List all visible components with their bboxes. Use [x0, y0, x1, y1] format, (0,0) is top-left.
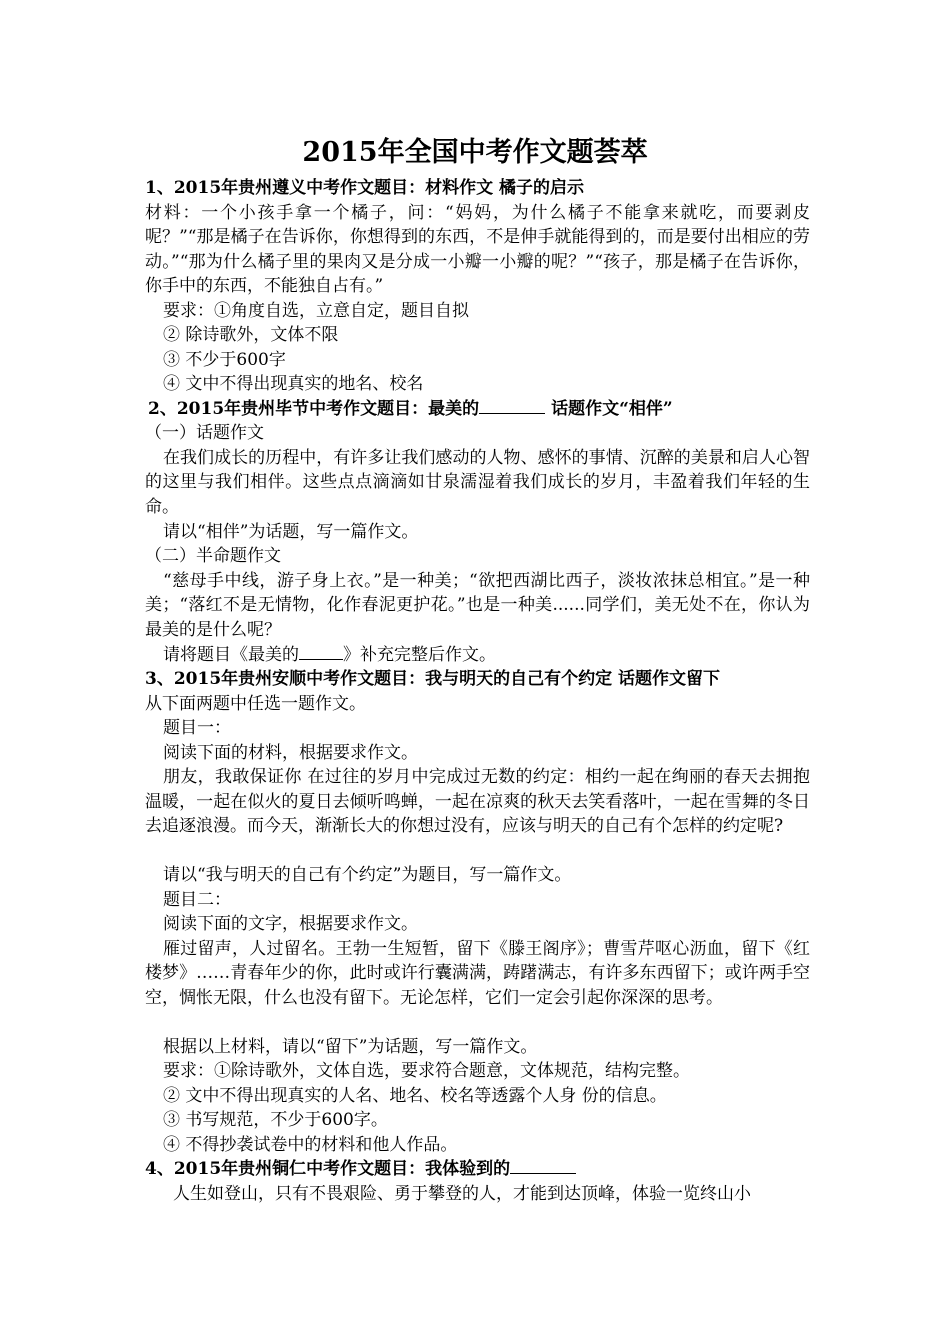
section-1-heading: 1、2015年贵州遵义中考作文题目：材料作文 橘子的启示 [145, 178, 585, 198]
section-2-paragraph-4-end: 》补充完整后作文。 [343, 644, 496, 665]
section-3-topic-2-label: 题目二： [163, 889, 231, 910]
section-2-paragraph-2: 请以“相伴”为话题，写一篇作文。 [163, 521, 419, 542]
section-2-heading [145, 397, 810, 422]
section-3-heading: 3、2015年贵州安顺中考作文题目：我与明天的自己有个约定 话题作文留下 [145, 669, 721, 689]
blank-line [510, 1157, 576, 1174]
section-3-intro: 从下面两题中任选一题作文。 [145, 693, 366, 714]
section-1-requirement-1: 要求：①角度自选，立意自定，题目自拟 [163, 300, 469, 321]
blank-line [479, 397, 545, 414]
section-1-requirement-2: ② 除诗歌外，文体不限 [163, 325, 339, 345]
section-3-topic-1-material: 朋友，我敢保证你 在过往的岁月中完成过无数的约定：相约一起在绚丽的春天去拥抱温暖，一起在似火的夏日去倾听鸣蝉，一起在凉爽的秋天去笑看落叶，一起在雪舞的冬日去追逐浪漫。而今天，渐渐长大的你想过没有，应该与明天的自己有个怎样的约定呢? [145, 767, 810, 836]
section-4-paragraph: 人生如登山，只有不畏艰险、勇于攀登的人，才能到达顶峰，体验一览终山小 [173, 1183, 751, 1204]
section-3-requirement-2: ② 文中不得出现真实的人名、地名、校名等透露个人身 份的信息。 [163, 1085, 667, 1106]
blank-line [299, 643, 343, 660]
section-3-topic-1-instruction: 阅读下面的材料，根据要求作文。 [163, 742, 418, 763]
section-2-part-2-label: （二）半命题作文 [145, 546, 281, 566]
section-2-paragraph-4 [145, 643, 810, 668]
section-2-paragraph-3: “慈母手中线，游子身上衣。”是一种美；“欲把西湖比西子，淡妆浓抹总相宜。”是一种美；“落红不是无情物，化作春泥更护花。”也是一种美......同学们，美无处不在，你认为最美的是什么呢？ [145, 570, 810, 640]
section-3-topic-2-task: 根据以上材料，请以“留下”为话题，写一篇作文。 [163, 1036, 538, 1057]
section-4-heading [145, 1157, 810, 1182]
section-3-topic-1-label: 题目一： [163, 718, 231, 738]
section-2-paragraph-4-start: 请将题目《最美的 [163, 644, 299, 665]
page-title: 2015年全国中考作文题荟萃 [302, 137, 648, 168]
section-3-topic-2-material: 雁过留声，人过留名。王勃一生短暂，留下《滕王阁序》；曹雪芹呕心沥血，留下《红楼梦》……青春年少的你，此时或许行囊满满，踌躇满志，有许多东西留下；或许两手空空，惆怅无限，什么也没有留下。无论怎样，它们一定会引起你深深的思考。 [145, 938, 810, 1008]
section-3-topic-1-task: 请以“我与明天的自己有个约定”为题目，写一篇作文。 [163, 865, 572, 885]
section-3-requirement-4: ④ 不得抄袭试卷中的材料和他人作品。 [163, 1134, 458, 1155]
section-2-paragraph-1: 在我们成长的历程中，有许多让我们感动的人物、感怀的事情、沉醉的美景和启人心智的这里与我们相伴。这些点点滴滴如甘泉濡湿着我们成长的岁月，丰盈着我们年轻的生命。 [145, 447, 810, 517]
section-3-requirement-3: ③ 书写规范，不少于600字。 [163, 1110, 388, 1130]
section-2-heading-start: 2、2015年贵州毕节中考作文题目：最美的 [148, 398, 480, 419]
section-4-heading-text: 4、2015年贵州铜仁中考作文题目：我体验到的 [145, 1159, 511, 1179]
section-2-heading-end: 话题作文“相伴” [545, 398, 673, 419]
section-2-part-1-label: （一）话题作文 [145, 423, 264, 443]
section-1-material: 材料：一个小孩手拿一个橘子，问：“妈妈，为什么橘子不能拿来就吃，而要剥皮呢？”“那是橘子在告诉你，你想得到的东西，不是伸手就能得到的，而是要付出相应的劳动。”“那为什么橘子里的果肉又是分成一小瓣一小瓣的呢？”“孩子，那是橘子在告诉你，你手中的东西，不能独自占有。” [145, 202, 810, 296]
section-3-topic-2-instruction: 阅读下面的文字，根据要求作文。 [163, 914, 418, 934]
section-1-requirement-3: ③ 不少于600字 [163, 349, 286, 370]
section-3-requirement-1: 要求：①除诗歌外，文体自选，要求符合题意，文体规范，结构完整。 [163, 1061, 690, 1081]
document-body [145, 176, 810, 1206]
section-1-requirement-4: ④ 文中不得出现真实的地名、校名 [163, 374, 424, 394]
